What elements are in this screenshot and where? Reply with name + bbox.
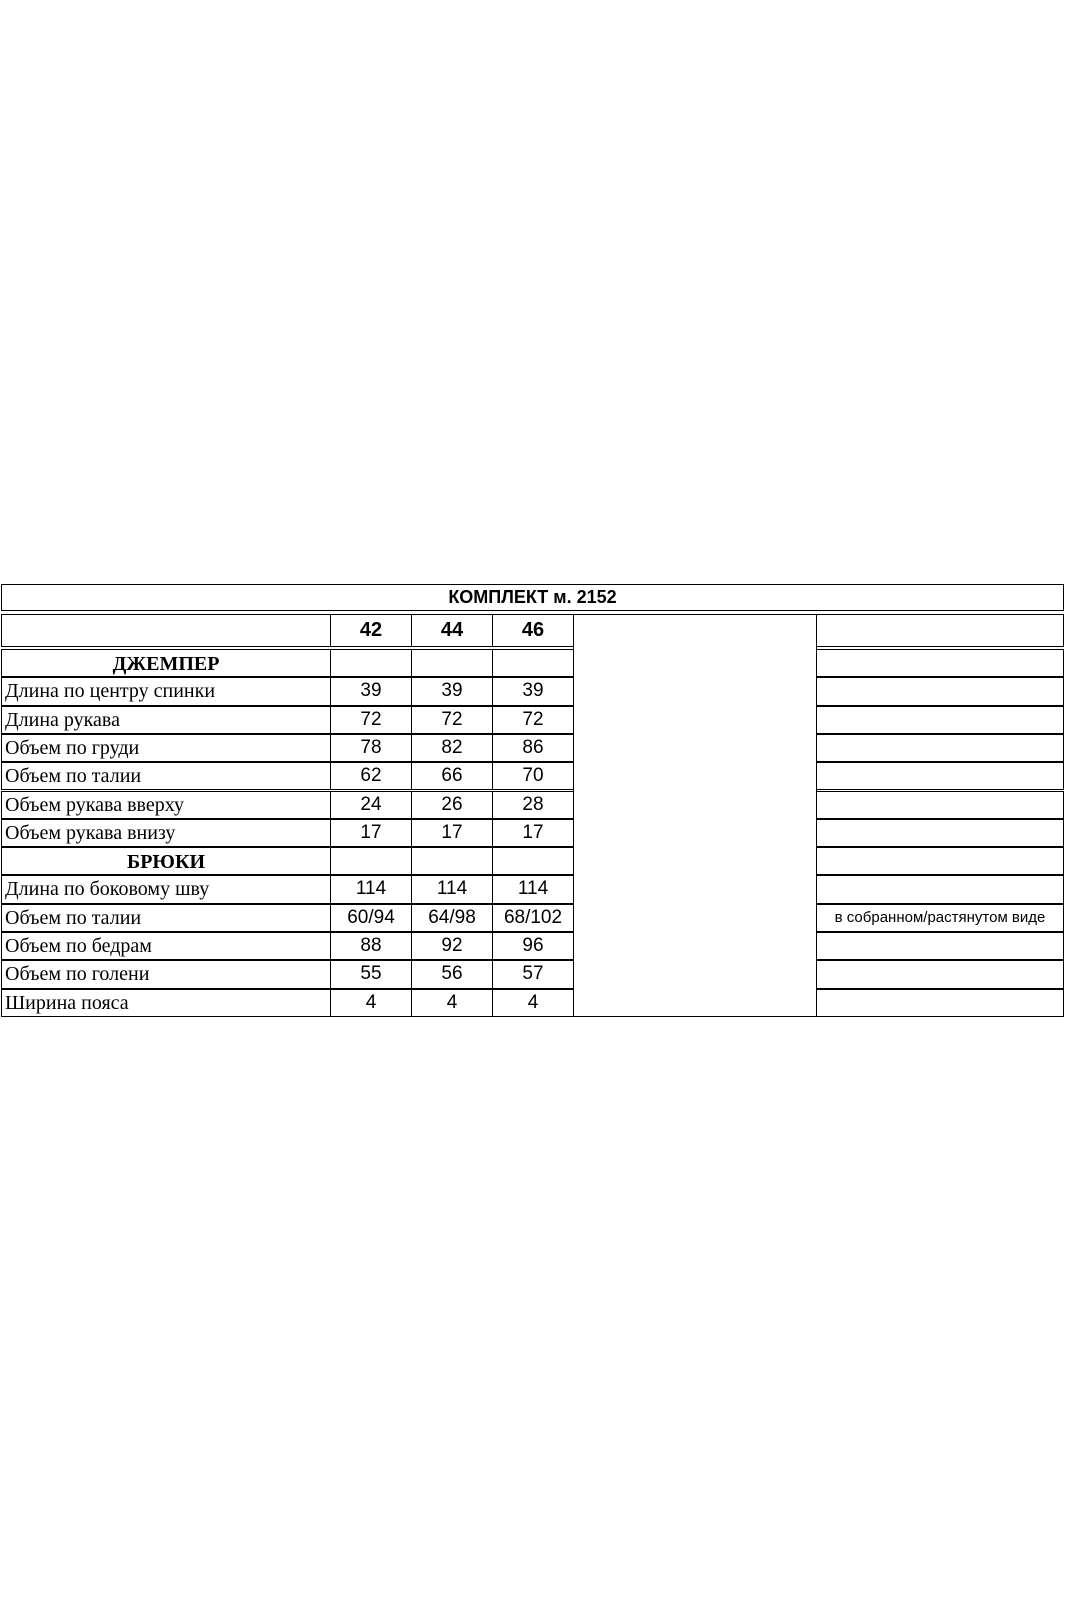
note-cell	[816, 960, 1064, 988]
measurement-label: Объем рукава вверху	[1, 791, 331, 819]
measurement-value-42: 72	[330, 706, 412, 734]
measurement-value-44: 82	[411, 734, 493, 762]
section-heading: БРЮКИ	[1, 847, 331, 875]
blank-merged-column	[573, 614, 817, 1017]
measurement-value-44: 26	[411, 791, 493, 819]
section-empty-cell	[411, 847, 493, 875]
size-header-44: 44	[411, 614, 493, 647]
measurement-value-46: 57	[492, 960, 574, 988]
note-cell	[816, 875, 1064, 903]
measurement-label: Длина рукава	[1, 706, 331, 734]
note-cell: в собранном/растянутом виде	[816, 904, 1064, 932]
measurement-value-44: 64/98	[411, 904, 493, 932]
measurement-label: Объем по бедрам	[1, 932, 331, 960]
measurement-value-44: 72	[411, 706, 493, 734]
measurement-value-44: 17	[411, 819, 493, 847]
measurement-value-44: 114	[411, 875, 493, 903]
note-cell	[816, 649, 1064, 677]
measurement-value-44: 39	[411, 677, 493, 705]
note-cell	[816, 734, 1064, 762]
measurement-value-42: 78	[330, 734, 412, 762]
size-header-42: 42	[330, 614, 412, 647]
note-cell	[816, 989, 1064, 1017]
measurement-value-46: 28	[492, 791, 574, 819]
measurement-value-42: 60/94	[330, 904, 412, 932]
measurement-label: Длина по боковому шву	[1, 875, 331, 903]
size-header-46: 46	[492, 614, 574, 647]
measurement-value-44: 66	[411, 762, 493, 790]
measurement-value-44: 92	[411, 932, 493, 960]
measurement-label: Объем по талии	[1, 762, 331, 790]
measurement-value-42: 17	[330, 819, 412, 847]
measurement-value-46: 39	[492, 677, 574, 705]
measurement-value-42: 114	[330, 875, 412, 903]
measurement-label: Ширина пояса	[1, 989, 331, 1017]
note-cell	[816, 819, 1064, 847]
section-empty-cell	[330, 649, 412, 677]
measurement-value-42: 88	[330, 932, 412, 960]
measurement-label: Объем по груди	[1, 734, 331, 762]
section-heading: ДЖЕМПЕР	[1, 649, 331, 677]
measurement-value-42: 39	[330, 677, 412, 705]
header-blank-cell	[1, 614, 331, 647]
measurement-value-46: 4	[492, 989, 574, 1017]
measurement-value-46: 72	[492, 706, 574, 734]
note-cell	[816, 677, 1064, 705]
measurement-value-46: 114	[492, 875, 574, 903]
measurement-value-46: 86	[492, 734, 574, 762]
note-cell	[816, 762, 1064, 790]
section-empty-cell	[492, 847, 574, 875]
measurement-label: Объем по голени	[1, 960, 331, 988]
measurement-value-44: 4	[411, 989, 493, 1017]
header-extra-cell	[816, 614, 1064, 647]
section-empty-cell	[330, 847, 412, 875]
measurement-value-46: 70	[492, 762, 574, 790]
note-cell	[816, 847, 1064, 875]
section-empty-cell	[411, 649, 493, 677]
measurement-value-46: 96	[492, 932, 574, 960]
note-cell	[816, 791, 1064, 819]
measurement-value-46: 68/102	[492, 904, 574, 932]
measurement-value-42: 55	[330, 960, 412, 988]
measurement-value-46: 17	[492, 819, 574, 847]
measurement-value-42: 62	[330, 762, 412, 790]
measurement-value-44: 56	[411, 960, 493, 988]
measurement-value-42: 24	[330, 791, 412, 819]
measurement-label: Объем рукава внизу	[1, 819, 331, 847]
measurement-label: Объем по талии	[1, 904, 331, 932]
measurement-value-42: 4	[330, 989, 412, 1017]
note-cell	[816, 706, 1064, 734]
measurement-label: Длина по центру спинки	[1, 677, 331, 705]
section-empty-cell	[492, 649, 574, 677]
note-cell	[816, 932, 1064, 960]
table-title: КОМПЛЕКТ м. 2152	[1, 584, 1064, 611]
